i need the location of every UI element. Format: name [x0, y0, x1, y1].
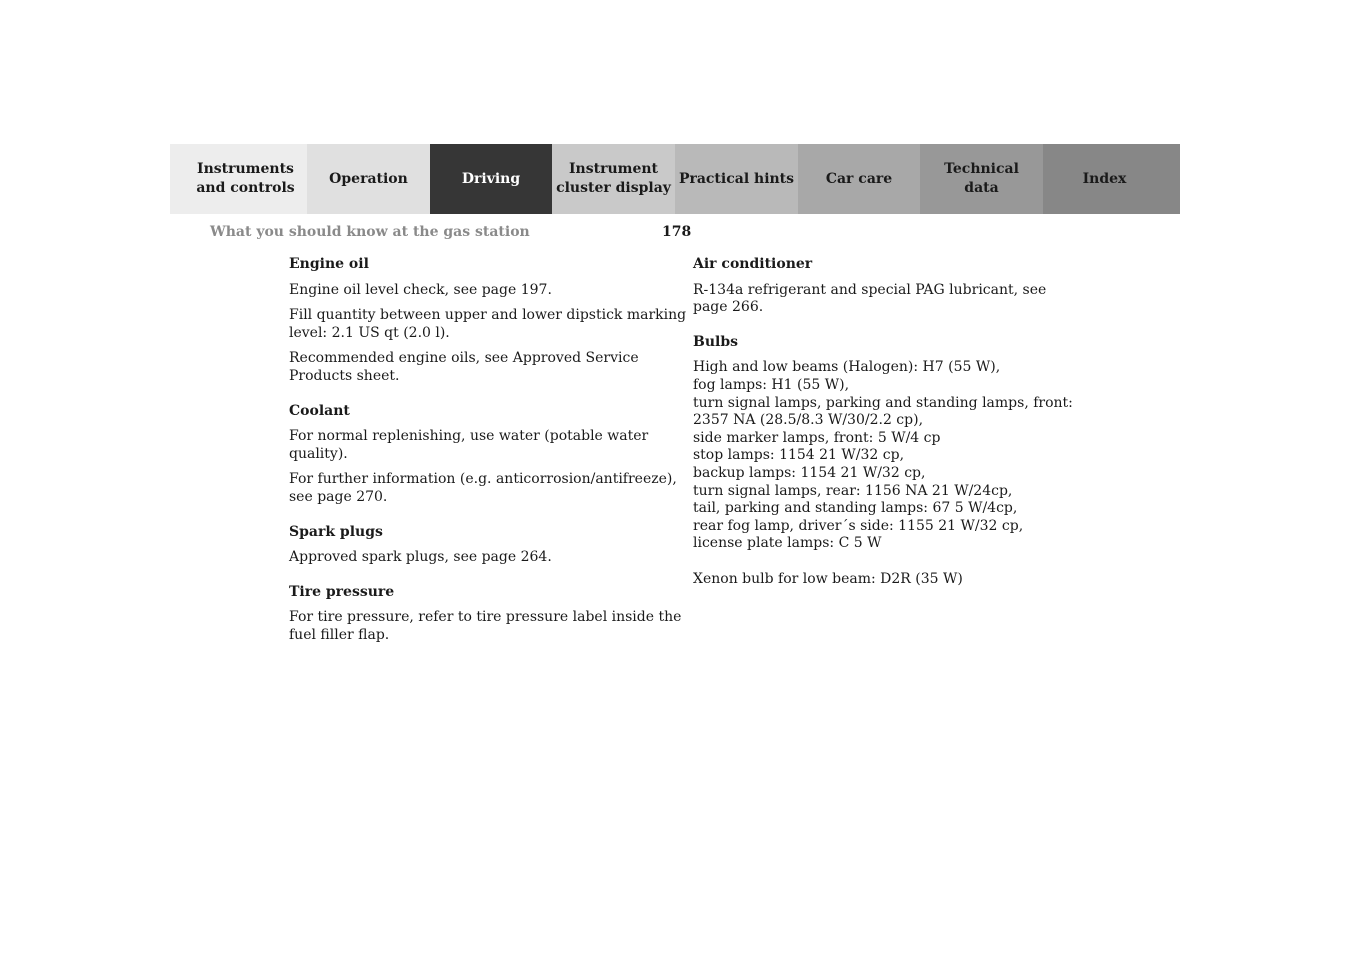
- xenon-bulb-line: Xenon bulb for low beam: D2R (35 W): [693, 570, 963, 587]
- engine-oil-recommended-text: [289, 350, 661, 385]
- text-line: quality).: [289, 445, 348, 462]
- right-column: [693, 256, 1073, 596]
- bulb-line: rear fog lamp, driver´s side: 1155 21 W/32 cp,: [693, 517, 1024, 534]
- coolant-further-info-text: [289, 471, 677, 506]
- engine-oil-fill-quantity-text: [289, 307, 687, 342]
- air-conditioner-text: [693, 282, 1065, 317]
- text-line: For further information (e.g. anticorrosion/antifreeze),: [289, 471, 677, 488]
- text-line: Fill quantity between upper and lower dipstick marking: [289, 307, 687, 324]
- tab-operation[interactable]: Operation: [307, 144, 430, 214]
- spark-plugs-heading: Spark plugs: [289, 523, 383, 540]
- bulb-line: High and low beams (Halogen): H7 (55 W),: [693, 359, 1001, 376]
- tire-pressure-text: [289, 609, 682, 644]
- bulb-line: fog lamps: H1 (55 W),: [693, 376, 850, 393]
- tab-technical-data[interactable]: Technical data: [920, 144, 1043, 214]
- engine-oil-check-text: Engine oil level check, see page 197.: [289, 281, 552, 298]
- text-line: For tire pressure, refer to tire pressure label inside the: [289, 609, 682, 626]
- engine-oil-heading: Engine oil: [289, 256, 369, 272]
- text-line: fuel filler flap.: [289, 626, 390, 643]
- chapter-nav: [170, 144, 1180, 214]
- text-line: Products sheet.: [289, 367, 400, 384]
- tab-car-care[interactable]: Car care: [798, 144, 920, 214]
- spark-plugs-text: Approved spark plugs, see page 264.: [289, 549, 552, 566]
- page-number: 178: [662, 224, 692, 240]
- tab-practical-hints[interactable]: Practical hints: [675, 144, 798, 214]
- bulb-line: license plate lamps: C 5 W: [693, 535, 882, 552]
- text-line: For normal replenishing, use water (potable water: [289, 428, 649, 445]
- bulb-line: side marker lamps, front: 5 W/4 cp: [693, 429, 941, 446]
- section-title: What you should know at the gas station: [210, 224, 530, 240]
- bulb-line: turn signal lamps, rear: 1156 NA 21 W/24cp,: [693, 482, 1013, 499]
- text-line: page 266.: [693, 299, 764, 316]
- tab-instrument-cluster-display[interactable]: Instrument cluster display: [552, 144, 675, 214]
- coolant-heading: Coolant: [289, 402, 350, 419]
- text-line: level: 2.1 US qt (2.0 l).: [289, 324, 450, 341]
- bulb-line: backup lamps: 1154 21 W/32 cp,: [693, 464, 926, 481]
- text-line: see page 270.: [289, 488, 388, 505]
- tab-instruments-and-controls[interactable]: Instruments and controls: [170, 144, 307, 214]
- air-conditioner-heading: Air conditioner: [693, 256, 813, 272]
- coolant-replenish-text: [289, 428, 661, 463]
- tab-index[interactable]: Index: [1043, 144, 1180, 214]
- tab-driving[interactable]: Driving: [430, 144, 552, 214]
- tire-pressure-heading: Tire pressure: [289, 583, 395, 600]
- bulb-line: tail, parking and standing lamps: 67 5 W/4cp,: [693, 500, 1018, 517]
- bulb-line: 2357 NA (28.5/8.3 W/30/2.2 cp),: [693, 412, 924, 429]
- bulb-line: stop lamps: 1154 21 W/32 cp,: [693, 447, 905, 464]
- bulb-line: turn signal lamps, parking and standing lamps, front:: [693, 394, 1073, 411]
- bulbs-heading: Bulbs: [693, 333, 739, 350]
- bulbs-list: [693, 359, 1073, 588]
- text-line: R-134a refrigerant and special PAG lubricant, see: [693, 281, 1047, 298]
- left-column: [289, 256, 687, 653]
- text-line: Recommended engine oils, see Approved Service: [289, 350, 639, 367]
